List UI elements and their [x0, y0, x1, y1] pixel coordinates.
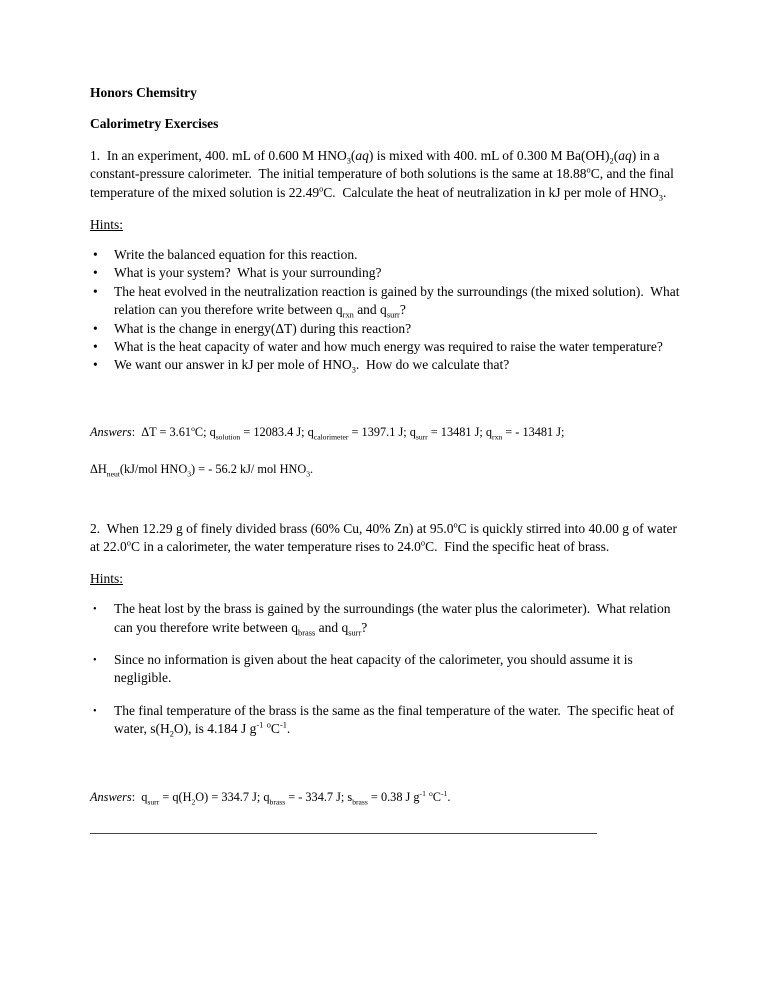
- hint-text: The final temperature of the brass is the same as the final temperature of the water. The specific heat of water, $s(H_2O)$, is 4.184 J $g^{-1}$ $^oC^{-1}$.: [114, 702, 678, 739]
- hint-text: What is your system? What is your surrounding?: [114, 265, 382, 281]
- bullet-icon: •: [93, 283, 98, 299]
- document-subtitle: Calorimetry Exercises: [90, 116, 219, 131]
- hint-item: [90, 246, 680, 264]
- hint-text: Write the balanced equation for this reaction.: [114, 247, 358, 263]
- hint-item: [90, 600, 680, 637]
- problem-1-answers-line-1: Answers: $\Delta T = 3.61^oC$; $q_{solution} = 12083.4$ J; $q_{calorimeter} = 1397.1$ J; $q_{surr} = 13481$ J; $q_{rxn}$ = - 13481 J;: [90, 423, 565, 442]
- bullet-icon: •: [93, 320, 98, 336]
- bullet-icon: •: [93, 338, 98, 354]
- hint-text: The heat evolved in the neutralization reaction is gained by the surroundings (the mixed solution). What relation can you therefore write between $q_{rxn}$ and $q_{surr}$?: [114, 283, 683, 320]
- problem-2-answers: Answers: $q_{surr} = q(H_2O) = 334.7$ J; $q_{brass}$ = - 334.7 J; $s_{brass} = 0.38$ J $g^{-1}$ $^oC^{-1}$.: [90, 789, 451, 807]
- problem-2-statement: 2. When 12.29 g of finely divided brass (60% Cu, 40% Zn) at 95.0$^o$C is quickly stirred into 40.00 g of water at 22.0$^o$C in a calorimeter, the water temperature rises to 24.0$^o$C. Find the specific heat of brass.: [90, 520, 681, 554]
- hint-text: The heat lost by the brass is gained by the surroundings (the water plus the calorimeter). What relation can you therefore write between $q_{brass}$ and $q_{surr}$?: [114, 601, 674, 638]
- hint-text: Since no information is given about the heat capacity of the calorimeter, you should assume it is negligible.: [114, 652, 637, 686]
- bullet-icon: •: [93, 357, 98, 373]
- problem-1-answers-line-2: $\Delta H_{neut}(kJ$/mol $HNO_3$) = - 56.2 kJ/ mol $HNO_3$.: [90, 461, 314, 479]
- bullet-icon: •: [93, 705, 97, 717]
- hint-item: [90, 264, 680, 282]
- bullet-icon: •: [93, 265, 98, 281]
- hint-item: [90, 320, 680, 338]
- hint-text: What is the heat capacity of water and how much energy was required to raise the water temperature?: [114, 338, 663, 354]
- hint-item: [90, 283, 683, 320]
- document-title: Honors Chemsitry: [90, 85, 197, 100]
- bullet-icon: •: [93, 655, 97, 666]
- hint-item: [90, 338, 680, 356]
- hint-item: [90, 651, 680, 688]
- bullet-icon: •: [93, 247, 98, 263]
- problem-2-hints-label: Hints:: [90, 571, 124, 587]
- hint-text: What is the change in energy(ΔT) during this reaction?: [114, 320, 412, 336]
- problem-1-hints-list: [90, 246, 683, 375]
- bullet-icon: •: [93, 604, 97, 616]
- problem-1-statement: 1. In an experiment, 400. mL of 0.600 M $HNO_3(aq)$ is mixed with 400. mL of 0.300 M $Ba(OH)_2(aq)$ in a constant-pressure calorimeter. The initial temperature of both solutions is the same at 18.88$^o$C, and the final temperature of the mixed solution is 22.49$^o$C. Calculate the heat of neutralization in kJ per mole of $HNO_3$.: [90, 148, 678, 203]
- hint-item: [90, 356, 680, 374]
- hint-text: We want our answer in kJ per mole of $HNO_3$. How do we calculate that?: [114, 357, 510, 375]
- problem-2-hints-list: [90, 600, 680, 738]
- divider-line: [90, 833, 597, 834]
- hint-item: [90, 702, 680, 739]
- problem-1-hints-label: Hints:: [90, 217, 124, 233]
